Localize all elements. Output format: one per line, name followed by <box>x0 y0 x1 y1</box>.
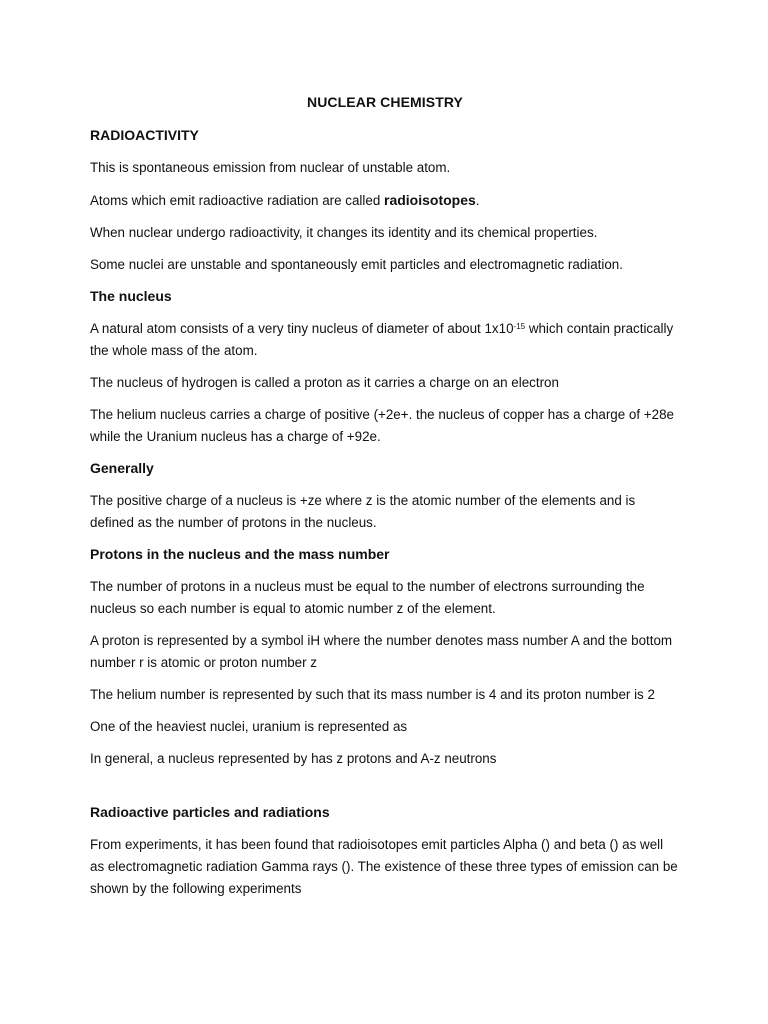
paragraph: In general, a nucleus represented by has z protons and A-z neutrons <box>90 751 497 766</box>
document-body <box>90 93 680 910</box>
paragraph: Some nuclei are unstable and spontaneously emit particles and electromagnetic radiation. <box>90 257 623 272</box>
paragraph: The nucleus of hydrogen is called a proton as it carries a charge on an electron <box>90 375 559 390</box>
paragraph-text: . <box>475 193 480 208</box>
paragraph-text: which contain practically the whole mass of the atom. <box>90 321 674 358</box>
section-heading-protons: Protons in the nucleus and the mass number <box>90 546 390 562</box>
superscript: -15 <box>513 322 526 331</box>
section-heading-radioactive-particles: Radioactive particles and radiations <box>90 804 330 820</box>
paragraph-radioisotopes <box>90 189 680 212</box>
paragraph: The positive charge of a nucleus is +ze where z is the atomic number of the elements and is defined as the number of protons in the nucleus. <box>90 493 636 530</box>
section-heading-nucleus: The nucleus <box>90 288 172 304</box>
paragraph: From experiments, it has been found that radioisotopes emit particles Alpha () and beta () as well as electromagnetic radiation Gamma rays (). The existence of these three types of emission can be shown by the following experiments <box>90 837 678 896</box>
document-title: NUCLEAR CHEMISTRY <box>307 94 463 110</box>
paragraph-text: Atoms which emit radioactive radiation are called <box>90 193 384 208</box>
paragraph: A proton is represented by a symbol iH where the number denotes mass number A and the bottom number r is atomic or proton number z <box>90 633 673 670</box>
paragraph-diameter <box>90 318 680 362</box>
paragraph: One of the heaviest nuclei, uranium is represented as <box>90 719 408 734</box>
paragraph: The helium nucleus carries a charge of positive (+2e+. the nucleus of copper has a charge of +28e while the Uranium nucleus has a charge of +92e. <box>90 407 674 444</box>
paragraph: When nuclear undergo radioactivity, it changes its identity and its chemical properties. <box>90 225 598 240</box>
bold-term: radioisotopes <box>384 192 476 208</box>
paragraph: The helium number is represented by such that its mass number is 4 and its proton number is 2 <box>90 687 655 702</box>
section-heading-radioactivity: RADIOACTIVITY <box>90 127 199 143</box>
section-heading-generally: Generally <box>90 460 154 476</box>
paragraph: The number of protons in a nucleus must be equal to the number of electrons surrounding the nucleus so each number is equal to atomic number z of the element. <box>90 579 645 616</box>
blank-line <box>90 780 680 802</box>
paragraph-text: A natural atom consists of a very tiny nucleus of diameter of about 1x10 <box>90 321 514 336</box>
paragraph: This is spontaneous emission from nuclear of unstable atom. <box>90 160 451 175</box>
